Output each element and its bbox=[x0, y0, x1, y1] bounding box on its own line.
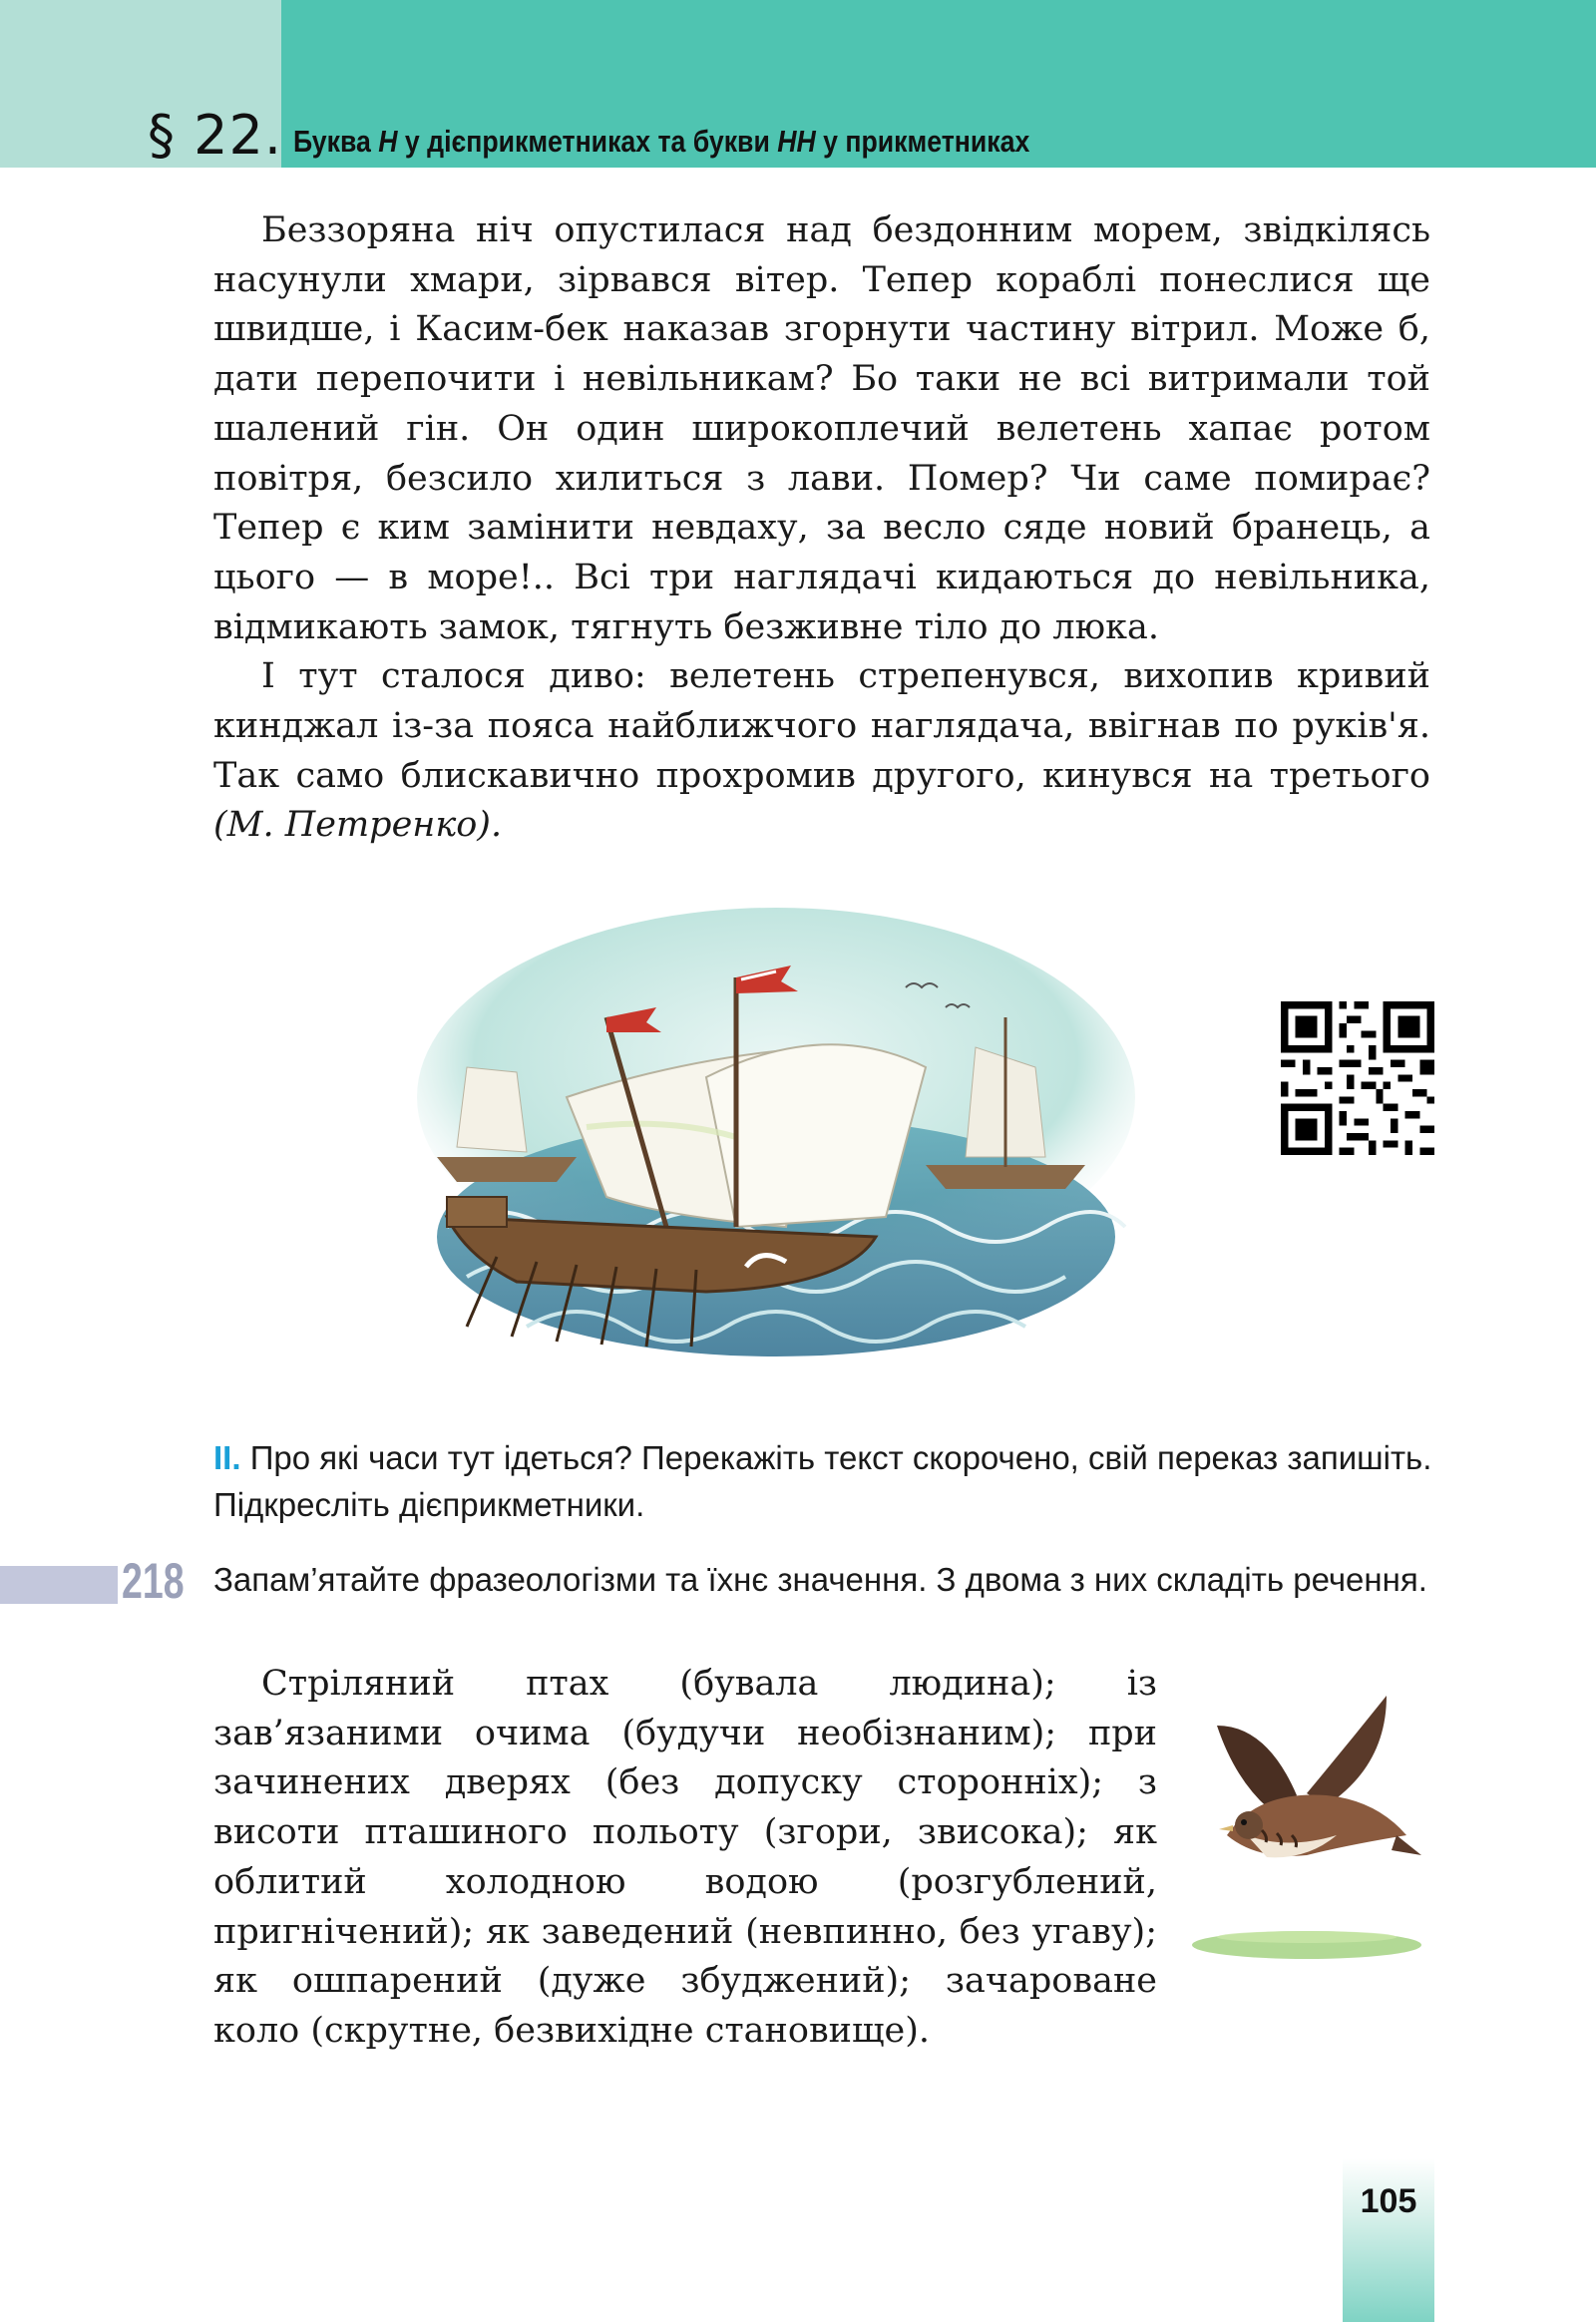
ships-at-sea-illustration bbox=[407, 898, 1145, 1386]
story-text bbox=[213, 206, 1430, 851]
task-number: II. bbox=[213, 1439, 241, 1476]
exercise-number: 218 bbox=[122, 1553, 185, 1609]
phraseology-list: Стріляний птах (бувала людина); із зав’язаними очима (будучи необізнаним); при зачинених дверях (без допуску сторонніх); з висоти пташиного польоту (згори, звисока); як облитий холодною водою (розгублений, пригнічений); як заведений (невпинно, без угаву); як ошпарений (дуже збуджений); зачароване коло (скрутне, безвихідне становище). bbox=[213, 1664, 1157, 2051]
story-paragraph-2: І тут сталося диво: велетень стрепенувся, вихопив кривий кинджал із-за пояса найближчого наглядача, ввігнав по руків'я. Так само блискавично прохромив другого, кинувся на третього (М. Петренко). bbox=[213, 656, 1430, 846]
exercise-marker-bar bbox=[0, 1566, 118, 1604]
section-title: Буква Н у дієприкметниках та букви НН у прикметниках bbox=[293, 124, 1030, 159]
task-ii bbox=[213, 1434, 1440, 1528]
qr-code-icon[interactable] bbox=[1281, 1001, 1434, 1155]
exercise-body bbox=[213, 1660, 1157, 2057]
task-text: Про які часи тут ідеться? Перекажіть текст скорочено, свій переказ запишіть. Підкресліть дієприкметники. bbox=[213, 1439, 1432, 1523]
exercise-instruction: Запам’ятайте фразеологізми та їхнє значення. З двома з них складіть речення. bbox=[213, 1561, 1427, 1598]
paragraph-number: § 22. bbox=[148, 104, 283, 167]
author-credit: (М. Петренко). bbox=[213, 805, 503, 846]
page-number: 105 bbox=[1360, 2182, 1417, 2220]
story-paragraph-1: Беззоряна ніч опустилася над бездонним морем, звідкілясь насунули хмари, зірвався вітер. Тепер кораблі понеслися ще швидше, і Касим-бек наказав згорнути частину вітрил. Може б, дати перепочити і невільникам? Бо таки не всі витримали той шалений гін. Он один широкоплечий велетень хапає ротом повітря, безсило хилиться з лави. Помер? Чи саме помирає? Тепер є ким замінити невдаху, за весло сяде новий бранець, а цього — в море!.. Всі три наглядачі кидаються до невільника, відмикають замок, тягнуть безживне тіло до люка. bbox=[213, 210, 1430, 647]
flying-bird-illustration bbox=[1187, 1686, 1426, 1975]
